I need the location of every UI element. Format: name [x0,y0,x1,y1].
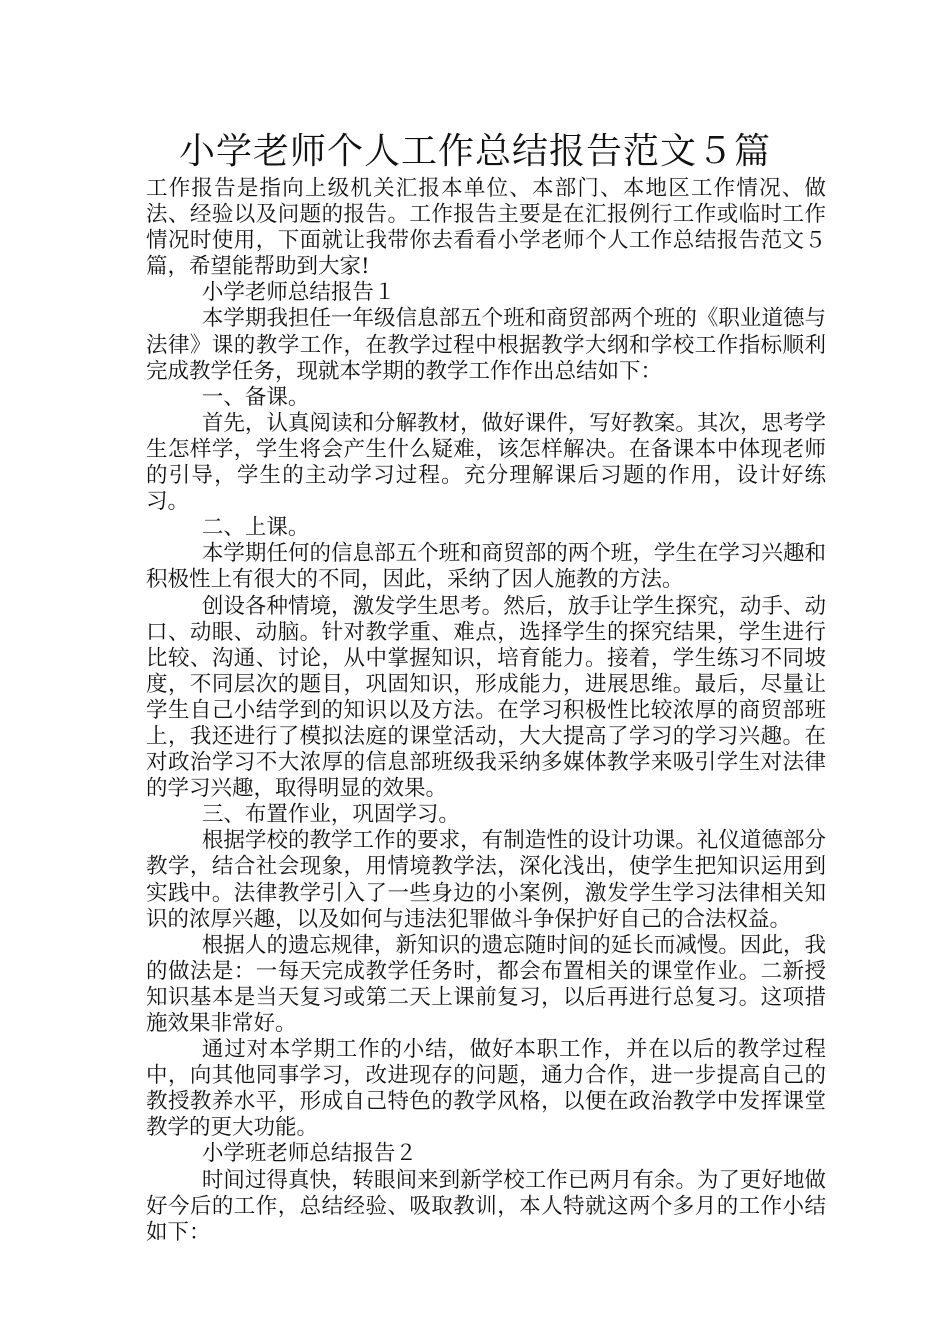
paragraph: 根据学校的教学工作的要求，有制造性的设计功课。礼仪道德部分教学，结合社会现象，用情境教学法，深化浅出，使学生把知识运用到实践中。法律教学引入了一些身边的小案例，激发学生学习法律相关知识的浓厚兴趣，以及如何与违法犯罪做斗争保护好自己的合法权益。 [146,828,826,932]
paragraph: 三、布置作业，巩固学习。 [201,802,460,828]
paragraph: 根据人的遗忘规律，新知识的遗忘随时间的延长而减慢。因此，我的做法是：一每天完成教学任务时，都会布置相关的课堂作业。二新授知识基本是当天复习或第二天上课前复习，以后再进行总复习。这项措施效果非常好。 [146,932,826,1036]
paragraph: 工作报告是指向上级机关汇报本单位、本部门、本地区工作情况、做法、经验以及问题的报告。工作报告主要是在汇报例行工作或临时工作情况时使用，下面就让我带你去看看小学老师个人工作总结报告范文５篇，希望能帮助到大家! [146,176,826,280]
paragraph: 本学期我担任一年级信息部五个班和商贸部两个班的《职业道德与法律》课的教学工作，在教学过程中根据教学大纲和学校工作指标顺利完成教学任务，现就本学期的教学工作作出总结如下： [146,306,826,384]
document-title: 小学老师个人工作总结报告范文５篇 [178,131,771,172]
paragraph: 二、上课。 [201,515,310,541]
paragraph: 首先，认真阅读和分解教材，做好课件，写好教案。其次，思考学生怎样学，学生将会产生什么疑难，该怎样解决。在备课本中体现老师的引导，学生的主动学习过程。充分理解课后习题的作用，设计好练习。 [146,410,826,515]
paragraph: 创设各种情境，激发学生思考。然后，放手让学生探究，动手、动口、动眼、动脑。针对教学重、难点，选择学生的探究结果，学生进行比较、沟通、讨论，从中掌握知识，培育能力。接着，学生练习不同坡度，不同层次的题目，巩固知识，形成能力，进展思维。最后，尽量让学生自己小结学到的知识以及方法。在学习积极性比较浓厚的商贸部班上，我还进行了模拟法庭的课堂活动，大大提高了学习的学习兴趣。在对政治学习不大浓厚的信息部班级我采纳多媒体教学来吸引学生对法律的学习兴趣，取得明显的效果。 [146,593,826,802]
paragraph: 一、备课。 [201,384,310,410]
paragraph: 本学期任何的信息部五个班和商贸部的两个班，学生在学习兴趣和积极性上有很大的不同，因此，采纳了因人施教的方法。 [146,541,826,593]
paragraph: 小学老师总结报告１ [201,280,396,306]
paragraph: 通过对本学期工作的小结，做好本职工作，并在以后的教学过程中，向其他同事学习，改进现存的问题，通力合作，进一步提高自己的教授教养水平，形成自己特色的教学风格，以便在政治教学中发挥课堂教学的更大功能。 [146,1037,826,1141]
paragraph: 时间过得真快，转眼间来到新学校工作已两月有余。为了更好地做好今后的工作，总结经验、吸取教训，本人特就这两个多月的工作小结如下： [146,1167,826,1245]
paragraph: 小学班老师总结报告２ [201,1141,417,1167]
document-body [146,176,826,1246]
